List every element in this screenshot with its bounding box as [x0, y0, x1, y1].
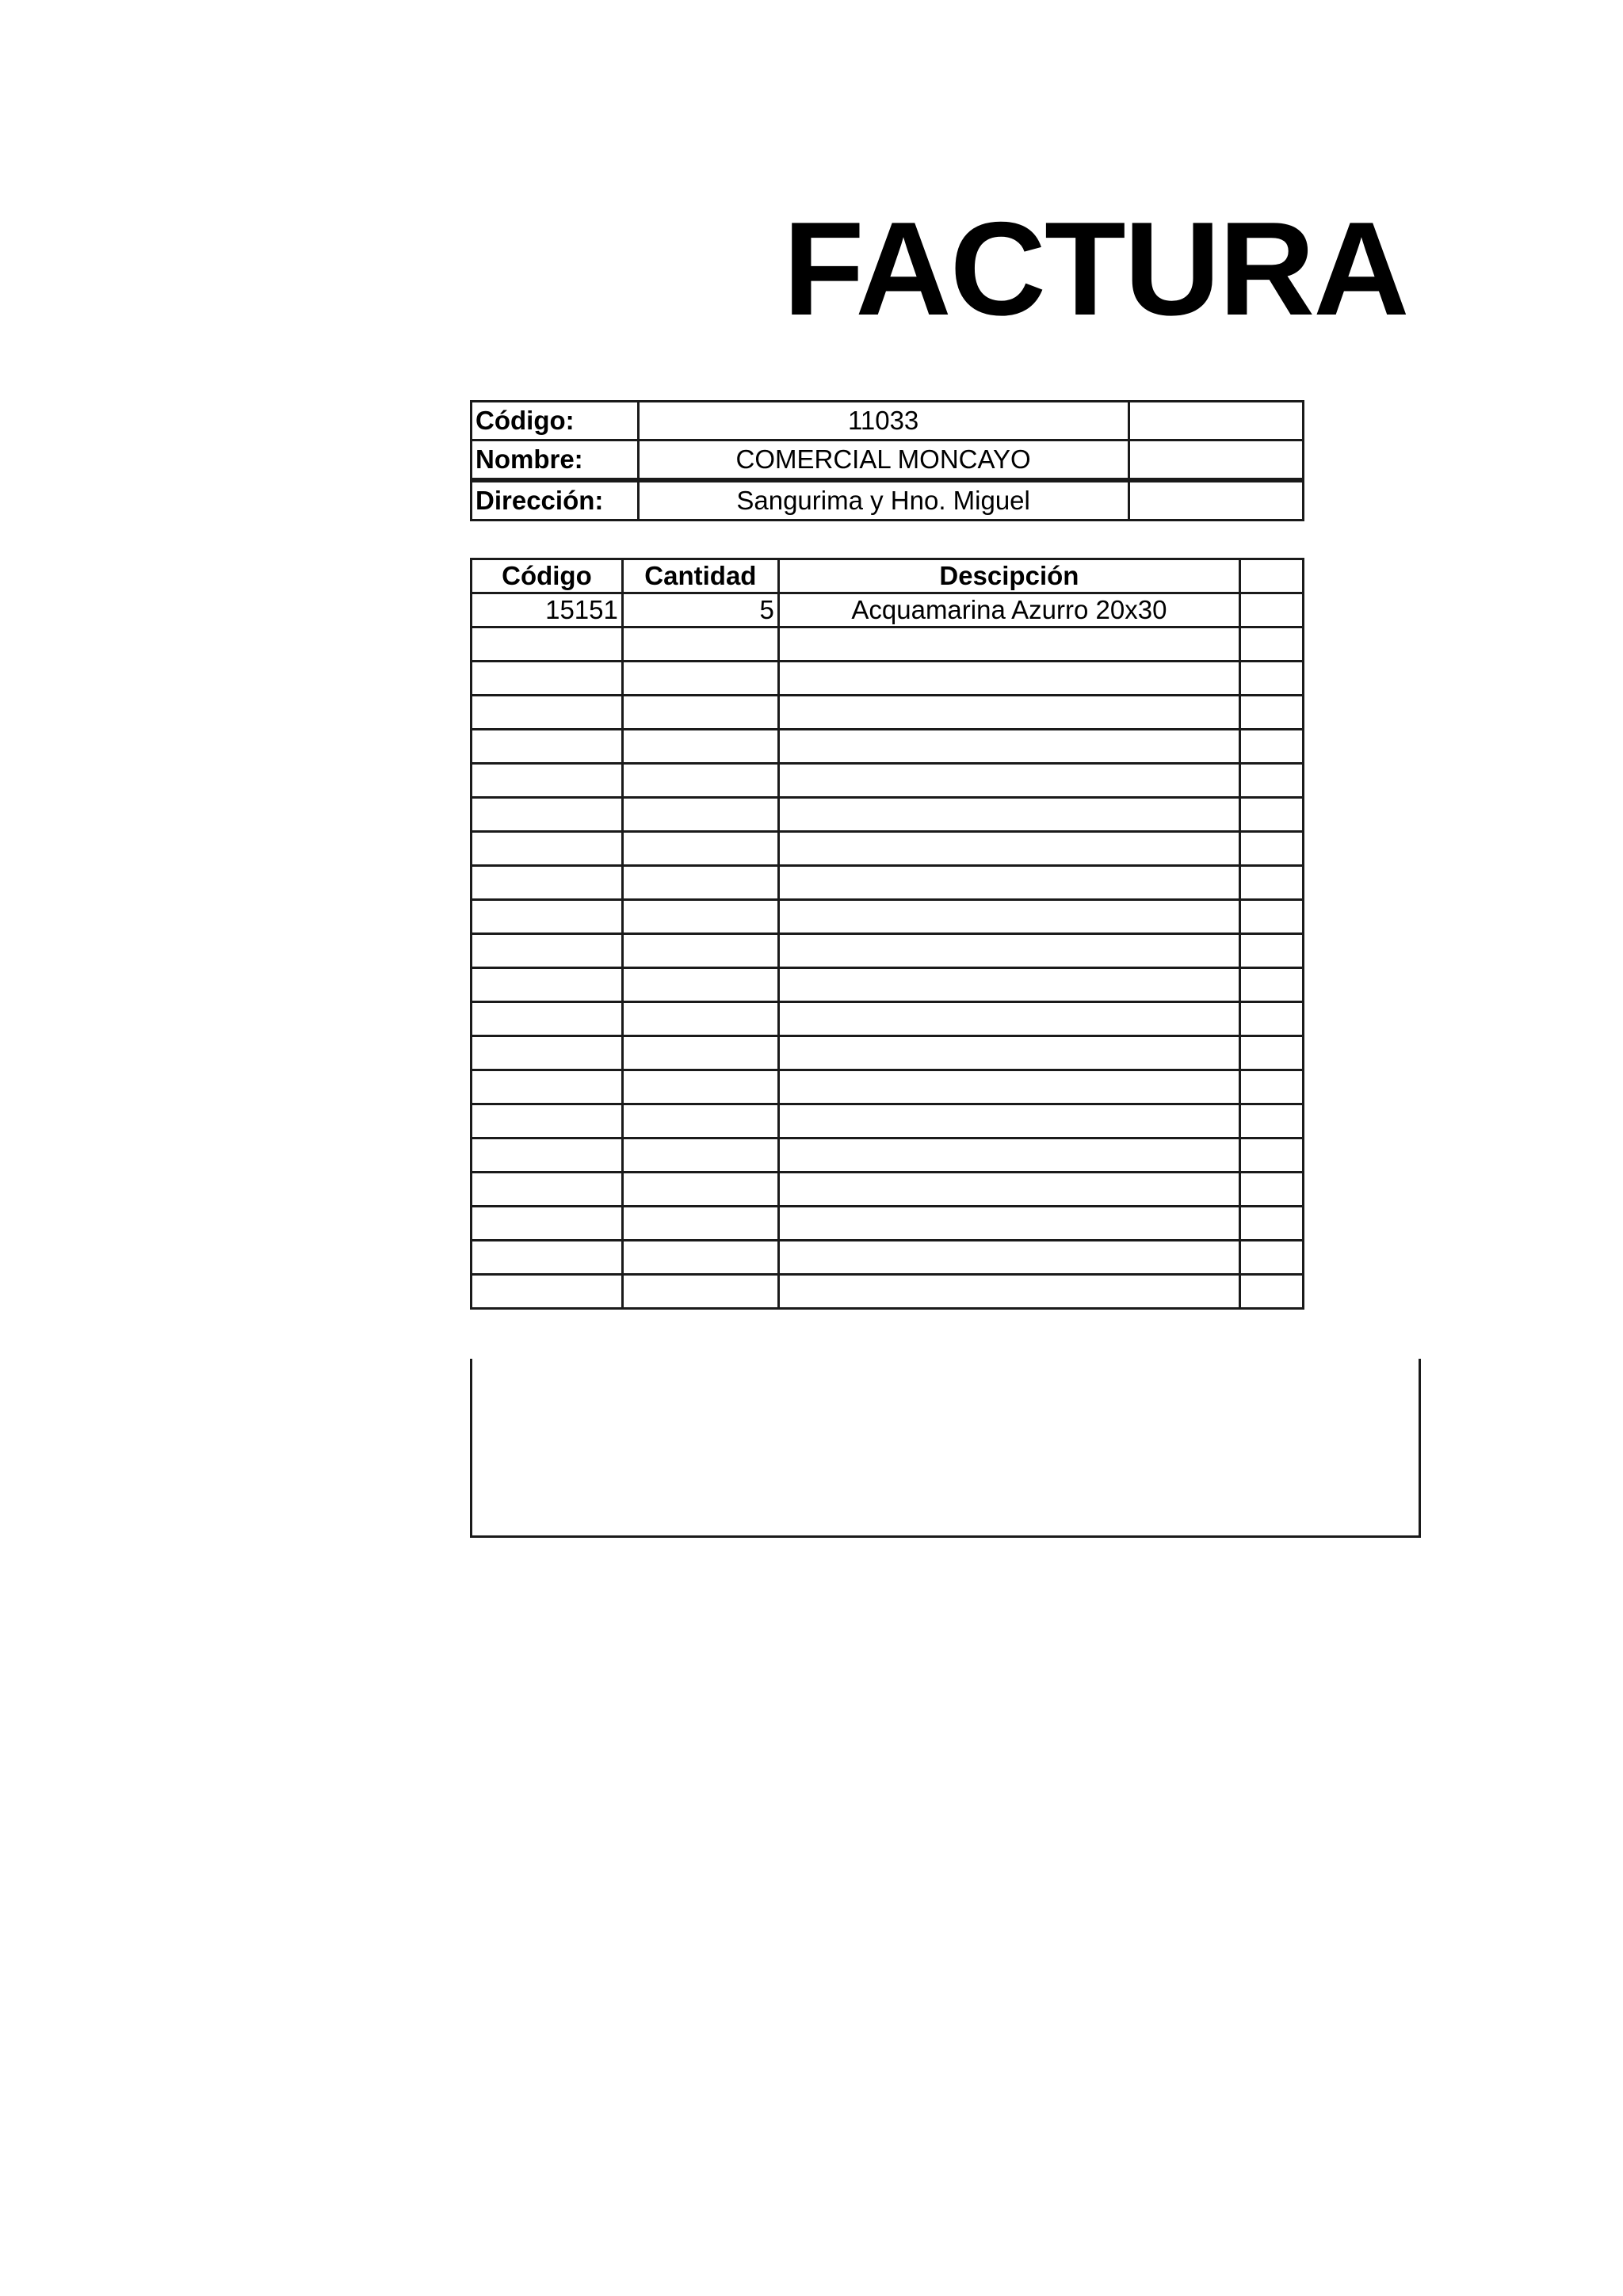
table-cell	[622, 1241, 778, 1275]
table-cell	[472, 696, 623, 730]
table-cell	[1239, 1207, 1303, 1241]
table-cell	[622, 627, 778, 662]
table-row	[472, 730, 1304, 764]
item-cantidad: 5	[622, 593, 778, 627]
table-cell	[778, 1138, 1239, 1173]
item-descripcion: Acquamarina Azurro 20x30	[778, 593, 1239, 627]
notes-box	[470, 1359, 1421, 1538]
table-cell	[1239, 1104, 1303, 1138]
table-cell	[622, 968, 778, 1002]
table-cell	[1239, 730, 1303, 764]
table-cell	[472, 1173, 623, 1207]
table-row	[472, 934, 1304, 968]
table-cell	[472, 1036, 623, 1070]
table-cell	[472, 1070, 623, 1104]
table-cell	[1239, 764, 1303, 798]
table-cell	[1239, 934, 1303, 968]
table-cell	[778, 934, 1239, 968]
header-codigo: Código	[472, 559, 623, 593]
table-cell	[778, 1070, 1239, 1104]
table-cell	[622, 1002, 778, 1036]
table-cell	[778, 696, 1239, 730]
table-cell	[622, 730, 778, 764]
table-cell	[778, 866, 1239, 900]
table-row	[472, 662, 1304, 696]
table-cell	[622, 662, 778, 696]
item-extra	[1239, 593, 1303, 627]
items-header-row	[472, 559, 1304, 593]
client-info-table	[470, 400, 1304, 521]
table-row	[472, 798, 1304, 832]
table-row	[472, 1070, 1304, 1104]
table-cell	[472, 627, 623, 662]
table-cell	[622, 798, 778, 832]
table-cell	[778, 1275, 1239, 1309]
client-address-extra	[1128, 480, 1303, 521]
table-cell	[472, 764, 623, 798]
table-cell	[778, 1207, 1239, 1241]
table-cell	[472, 1275, 623, 1309]
header-cantidad: Cantidad	[622, 559, 778, 593]
client-name-value: COMERCIAL MONCAYO	[638, 441, 1128, 481]
table-cell	[472, 1104, 623, 1138]
table-cell	[622, 1036, 778, 1070]
table-cell	[778, 1104, 1239, 1138]
client-code-extra	[1128, 402, 1303, 441]
table-row	[472, 832, 1304, 866]
header-extra	[1239, 559, 1303, 593]
table-row	[472, 1104, 1304, 1138]
table-cell	[778, 662, 1239, 696]
client-code-label: Código:	[472, 402, 639, 441]
table-cell	[472, 1138, 623, 1173]
table-cell	[622, 1207, 778, 1241]
table-cell	[1239, 1275, 1303, 1309]
table-cell	[622, 832, 778, 866]
client-name-label: Nombre:	[472, 441, 639, 481]
table-cell	[472, 798, 623, 832]
table-cell	[778, 1173, 1239, 1207]
table-cell	[778, 798, 1239, 832]
table-row	[472, 1275, 1304, 1309]
items-table	[470, 558, 1304, 1310]
client-row-name	[472, 441, 1304, 481]
table-cell	[1239, 866, 1303, 900]
table-cell	[778, 968, 1239, 1002]
table-cell	[778, 1036, 1239, 1070]
table-cell	[1239, 1138, 1303, 1173]
table-cell	[622, 866, 778, 900]
table-cell	[622, 1070, 778, 1104]
table-cell	[1239, 798, 1303, 832]
table-cell	[1239, 832, 1303, 866]
client-code-value: 11033	[638, 402, 1128, 441]
header-descripcion: Descipción	[778, 559, 1239, 593]
client-address-label: Dirección:	[472, 480, 639, 521]
table-cell	[622, 1104, 778, 1138]
table-cell	[472, 900, 623, 934]
table-row	[472, 593, 1304, 627]
table-cell	[1239, 1036, 1303, 1070]
table-cell	[472, 968, 623, 1002]
table-row	[472, 866, 1304, 900]
table-cell	[472, 662, 623, 696]
table-row	[472, 764, 1304, 798]
table-cell	[1239, 627, 1303, 662]
table-cell	[472, 730, 623, 764]
table-cell	[1239, 968, 1303, 1002]
table-cell	[622, 1275, 778, 1309]
table-cell	[472, 1241, 623, 1275]
table-row	[472, 900, 1304, 934]
client-address-value: Sangurima y Hno. Miguel	[638, 480, 1128, 521]
table-cell	[622, 764, 778, 798]
table-cell	[472, 1002, 623, 1036]
table-cell	[1239, 696, 1303, 730]
table-cell	[622, 1138, 778, 1173]
table-cell	[1239, 1070, 1303, 1104]
client-row-code	[472, 402, 1304, 441]
invoice-title: FACTURA	[783, 194, 1408, 343]
table-row	[472, 1138, 1304, 1173]
table-row	[472, 1173, 1304, 1207]
table-cell	[622, 696, 778, 730]
table-cell	[1239, 1173, 1303, 1207]
table-cell	[472, 1207, 623, 1241]
table-cell	[622, 1173, 778, 1207]
table-row	[472, 968, 1304, 1002]
table-cell	[778, 764, 1239, 798]
table-cell	[778, 900, 1239, 934]
table-cell	[778, 1241, 1239, 1275]
client-name-extra	[1128, 441, 1303, 481]
table-row	[472, 696, 1304, 730]
table-cell	[472, 832, 623, 866]
item-codigo: 15151	[472, 593, 623, 627]
table-cell	[778, 627, 1239, 662]
table-cell	[622, 900, 778, 934]
table-row	[472, 1207, 1304, 1241]
table-row	[472, 1241, 1304, 1275]
table-cell	[1239, 662, 1303, 696]
table-row	[472, 1036, 1304, 1070]
table-cell	[472, 934, 623, 968]
table-cell	[1239, 1002, 1303, 1036]
table-cell	[472, 866, 623, 900]
table-cell	[778, 730, 1239, 764]
table-row	[472, 1002, 1304, 1036]
table-cell	[1239, 900, 1303, 934]
table-cell	[1239, 1241, 1303, 1275]
table-row	[472, 627, 1304, 662]
client-row-address	[472, 480, 1304, 521]
table-cell	[778, 1002, 1239, 1036]
table-cell	[622, 934, 778, 968]
table-cell	[778, 832, 1239, 866]
